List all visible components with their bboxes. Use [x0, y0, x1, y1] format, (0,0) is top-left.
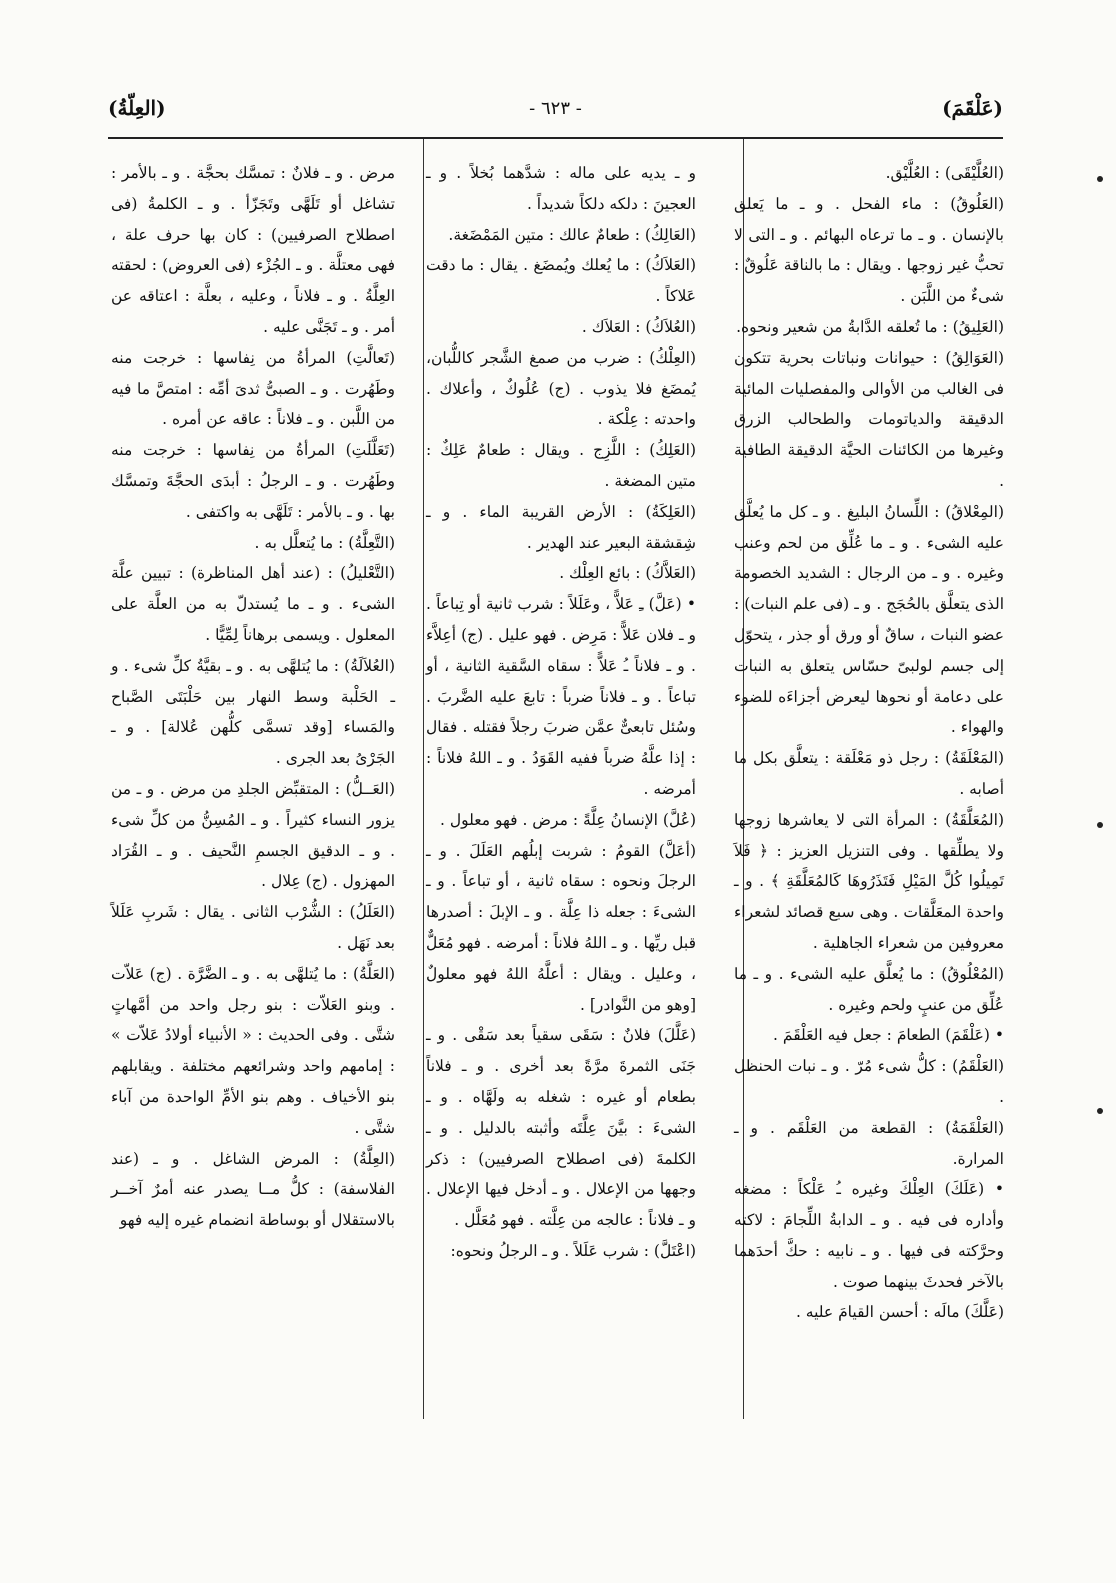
- dictionary-entry: (التَّعِلَّةُ) : ما يُتعلَّل به .: [254, 533, 395, 552]
- header-rule: [108, 137, 1003, 139]
- dictionary-entry: (العُلاَلَةُ) : ما يُتلهَّى به . و ـ بقيَّةُ كلِّ شىء . و ـ الحَلْبة وسط النهار بين حَلْبَتَى الصَّباح والمَساء [وقد تسمَّى كلُّهن عُلالة] . و ـ الجَرْىُ بعد الجرى .: [111, 656, 395, 768]
- dictionary-entry: (تَعالَّتِ) المرأةُ من نِفاسها : خرجت منه وطَهُرت . و ـ الصبىُّ ثدىَ أمِّه : امتصَّ ما فيه من اللَّبن . و ـ فلاناً : عاقه عن أمره .: [111, 348, 395, 429]
- dictionary-entry: (عُلَّ) الإنسانُ عِلَّةً : مرض . فهو معلول .: [440, 810, 696, 829]
- dictionary-entry: (العَلُوقُ) : ماء الفحل . و ـ ما يَعلق بالإنسان . و ـ ما ترعاه البهائم . و ـ التى لا تحبُّ غير زوجها . ويقال : ما بالناقة عَلُوقٌ : شىءٌ من اللَّبَن .: [734, 194, 1004, 306]
- dictionary-entry: (العَــلُّ) : المتقبِّض الجلدِ من مرض . و ـ من يزور النساء كثيراً . و ـ المُسِنُّ من كلِّ شىء . و ـ الدقيق الجسمِ النَّحيف . و ـ القُرَاد المهزول . (ج) عِلال .: [111, 779, 395, 891]
- column-right: [734, 158, 1004, 1328]
- dictionary-entry: (العَالِكُ) : طعامٌ عالك : متين المَمْضَغة.: [448, 225, 696, 244]
- page-number: - ٦٢٣ -: [529, 98, 582, 119]
- margin-dot: [1097, 822, 1103, 828]
- header-last-headword: (العِلّةُ): [108, 96, 166, 120]
- dictionary-entry: (العُلَّيْقَى) : العُلَّيْق.: [885, 164, 1004, 182]
- dictionary-entry: (العَلاَّكُ) : بائع العِلْك .: [559, 564, 696, 583]
- dictionary-entry: و ـ يديه على ماله : شدَّهما بُخلاً . و ـ العجينَ : دلكه دلكاً شديداً .: [426, 164, 696, 213]
- dictionary-entry: (العَلاَكُ) : ما يُعلك ويُمضَغ . يقال : ما دقت عَلاكاً .: [426, 256, 696, 306]
- dictionary-entry: (عَلَّكَ) مالَه : أحسن القيامَ عليه .: [795, 1303, 1004, 1322]
- column-middle: [426, 158, 696, 1267]
- dictionary-entry: (المِعْلاقُ) : اللِّسانُ البليغ . و ـ كل ما يُعلَّق عليه الشىء . و ـ ما عُلِّق من لحم وعنب وغيره . و ـ من الرجال : الشديد الخصومة الذى يتعلَّق بالحُجَج . و ـ (فى علم النبات) : عضو النبات ، ساقٌ أو ورق أو جذر ، يتحوّل إلى جسم لولبىّ حسّاس يتعلق به النبات على دعامة أو نحوها ليعرض أجزاءَه للضوء والهواء .: [734, 502, 1004, 737]
- dictionary-entry: (التَّعْليلُ) : (عند أهل المناظرة) : تبيين علَّة الشىء . و ـ ما يُستدلّ به من العلَّة على المعلول . ويسمى برهاناً لِمِّيًّا .: [111, 564, 395, 644]
- column-divider-left: [423, 139, 424, 1419]
- dictionary-entry: (العَوَالِقُ) : حيوانات ونباتات بحرية تتكون فى الغالب من الأوالى والمفصليات المائية الدقيقة والدياتومات والطحالب الزرق وغيرها من الكائنات الحيَّة الدقيقة الطافية .: [734, 348, 1004, 490]
- dictionary-entry: (عَلَّلَ) فلانٌ : سَقَى سقياً بعد سَقْى . و ـ جَنَى الثمرةَ مرَّةً بعد أخرى . و ـ فلاناً بطعام أو غيره : شغله به ولَهَّاه . و ـ الشىءَ : بيَّنَ عِلَّتَه وأثبته بالدليل . و ـ الكلمةَ (فى اصطلاح الصرفيين) : ذكر وجهها من الإعلال . و ـ أدخل فيها الإعلال . و ـ فلاناً : عالجه من عِلَّته . فهو مُعَلَّل .: [426, 1026, 696, 1230]
- dictionary-entry: (اعْتَلَّ) : شرب عَلَلاً . و ـ الرجلُ ونحوه:: [450, 1241, 696, 1260]
- dictionary-entry: • (عَلَكَ) العِلْكَ وغيره ـُ عَلْكاً : مضغه وأداره فى فيه . و ـ الدابةُ اللِّجامَ : لاكته وحرَّكته فى فيها . و ـ نابيه : حكَّ أحدَهما بالآخر فحدثَ بينهما صوت .: [734, 1180, 1004, 1291]
- page-header: [108, 96, 1003, 136]
- dictionary-entry: مرض . و ـ فلانٌ : تمسَّك بحجَّة . و ـ بالأمر : تشاغل أو تَلَهَّى وتَجَزّأ . و ـ الكلمةُ (فى اصطلاح الصرفيين) : كان بها حرف علة ، فهى معتلَّة . و ـ الجُزْء (فى العروض) : لحقته العِلَّةُ . و ـ فلاناً ، وعليه ، بعلَّة : اعتاقه عن أمر . و ـ تَجَنَّى عليه .: [111, 164, 395, 336]
- dictionary-entry: (المُعْلُوقُ) : ما يُعلَّق عليه الشىء . و ـ ما عُلِّق من عنبٍ ولحم وغيره .: [734, 964, 1004, 1014]
- dictionary-entry: (العَلَّةُ) : ما يُتلهَّى به . و ـ الضَّرَّة . (ج) عَلاّت . وبنو العَلاّت : بنو رجل واحد من أمَّهاتٍ شتَّى . وفى الحديث : « الأنبياء أولادُ عَلاّت » : إمامهم واحد وشرائعهم مختلفة . ويقابلهم بنو الأخياف . وهم بنو الأمِّ الواحدة من آباء شتَّى .: [111, 964, 395, 1137]
- dictionary-entry: (العَلِكُ) : اللَّزِج . ويقال : طعامٌ عَلِكٌ : متين المضغة .: [426, 441, 696, 490]
- dictionary-entry: (العُلاَكُ) : العَلاَك .: [581, 317, 696, 336]
- dictionary-entry: (العَلِكَةُ) : الأرض القريبة الماء . و ـ شِقشقة البعير عند الهدير .: [426, 502, 696, 552]
- margin-dot: [1097, 176, 1103, 182]
- margin-dot: [1097, 1108, 1103, 1114]
- column-left: [111, 158, 395, 1236]
- dictionary-entry: • (عَلْقَمَ) الطعامَ : جعل فيه العَلْقَمَ .: [773, 1026, 1004, 1045]
- dictionary-entry: (العِلْكُ) : ضرب من صمغ الشَّجر كاللُّبان، يُمضَغ فلا يذوب . (ج) عُلُوكٌ ، وأعلاك . واحدته : عِلْكة .: [426, 348, 696, 429]
- dictionary-entry: (العِلَّةُ) : المرض الشاغل . و ـ (عند الفلاسفة) : كلُّ مــا يصدر عنه أمرٌ آخــر بالاستقلال أو بوساطة انضمام غيره إليه فهو: [111, 1149, 395, 1230]
- dictionary-entry: (العَلْقَمُ) : كلُّ شىء مُرّ . و ـ نبات الحنظل .: [734, 1057, 1004, 1106]
- dictionary-entry: (العَلْقَمَةُ) : القطعة من العَلْقَم . و ـ المرارة.: [734, 1118, 1004, 1168]
- dictionary-entry: (العَلَلُ) : الشُّرْب الثانى . يقال : شَربِ عَلَلاً بعد نَهَل .: [111, 903, 395, 952]
- dictionary-entry: (العَلِيقُ) : ما تُعلقه الدَّابةُ من شعير ونحوه.: [736, 317, 1004, 336]
- dictionary-entry: (أعَلَّ) القومُ : شربت إبلُهم العَلَلَ . و ـ الرجلَ ونحوه : سقاه ثانية ، أو تباعاً . و ـ الشىءَ : جعله ذا عِلَّة . و ـ الإبلَ : أصدرها قبل ريِّها . و ـ اللهُ فلاناً : أمرضه . فهو مُعَلٌّ ، وعليل . ويقال : أعلَّهُ اللهُ فهو معلولٌ [وهو من النَّوادر] .: [426, 841, 696, 1014]
- dictionary-entry: (المَعْلَقَةُ) : رجل ذو مَعْلَقة : يتعلَّق بكل ما أصابه .: [734, 749, 1004, 798]
- dictionary-entry: (المُعَلَّقَةُ) : المرأة التى لا يعاشرها زوجها ولا يطلِّقها . وفى التنزيل العزيز : ﴿ فَلاَ تَمِيلُوا كُلَّ المَيْلِ فَتَذَرُوهَا كَالمُعَلَّقَةِ ﴾ . و ـ واحدة المعَلَّقات . وهى سبع قصائد لشعراء معروفين من شعراء الجاهلية .: [734, 810, 1004, 952]
- dictionary-entry: • (عَلَّ) ـِ عَلاًّ ، وعَلَلاً : شرب ثانية أو تِباعاً . و ـ فلان عَلاًّ : مَرِض . فهو عليل . (ج) أعِلاَّء . و ـ فلاناً ـُ عَلاًّ : سقاه السَّقية الثانية ، أو تباعاً . و ـ فلاناً ضرباً : تابعَ عليه الضَّربَ . وسُئل تابعىٌّ عمَّن ضربَ رجلاً فقتله . فقال : إذا علَّهُ ضرباً ففيه القَوَدُ . و ـ اللهُ فلاناً : أمرضه .: [426, 595, 696, 798]
- dictionary-entry: (تَعَلَّلَتِ) المرأةُ من نِفاسها : خرجت منه وطَهُرت . و ـ الرجلُ : أبدَى الحجَّةَ وتمسَّك بها . و ـ بالأمر : تَلَهَّى به واكتفى .: [111, 441, 395, 521]
- header-first-headword: (عَلْقَمَ): [942, 96, 1003, 120]
